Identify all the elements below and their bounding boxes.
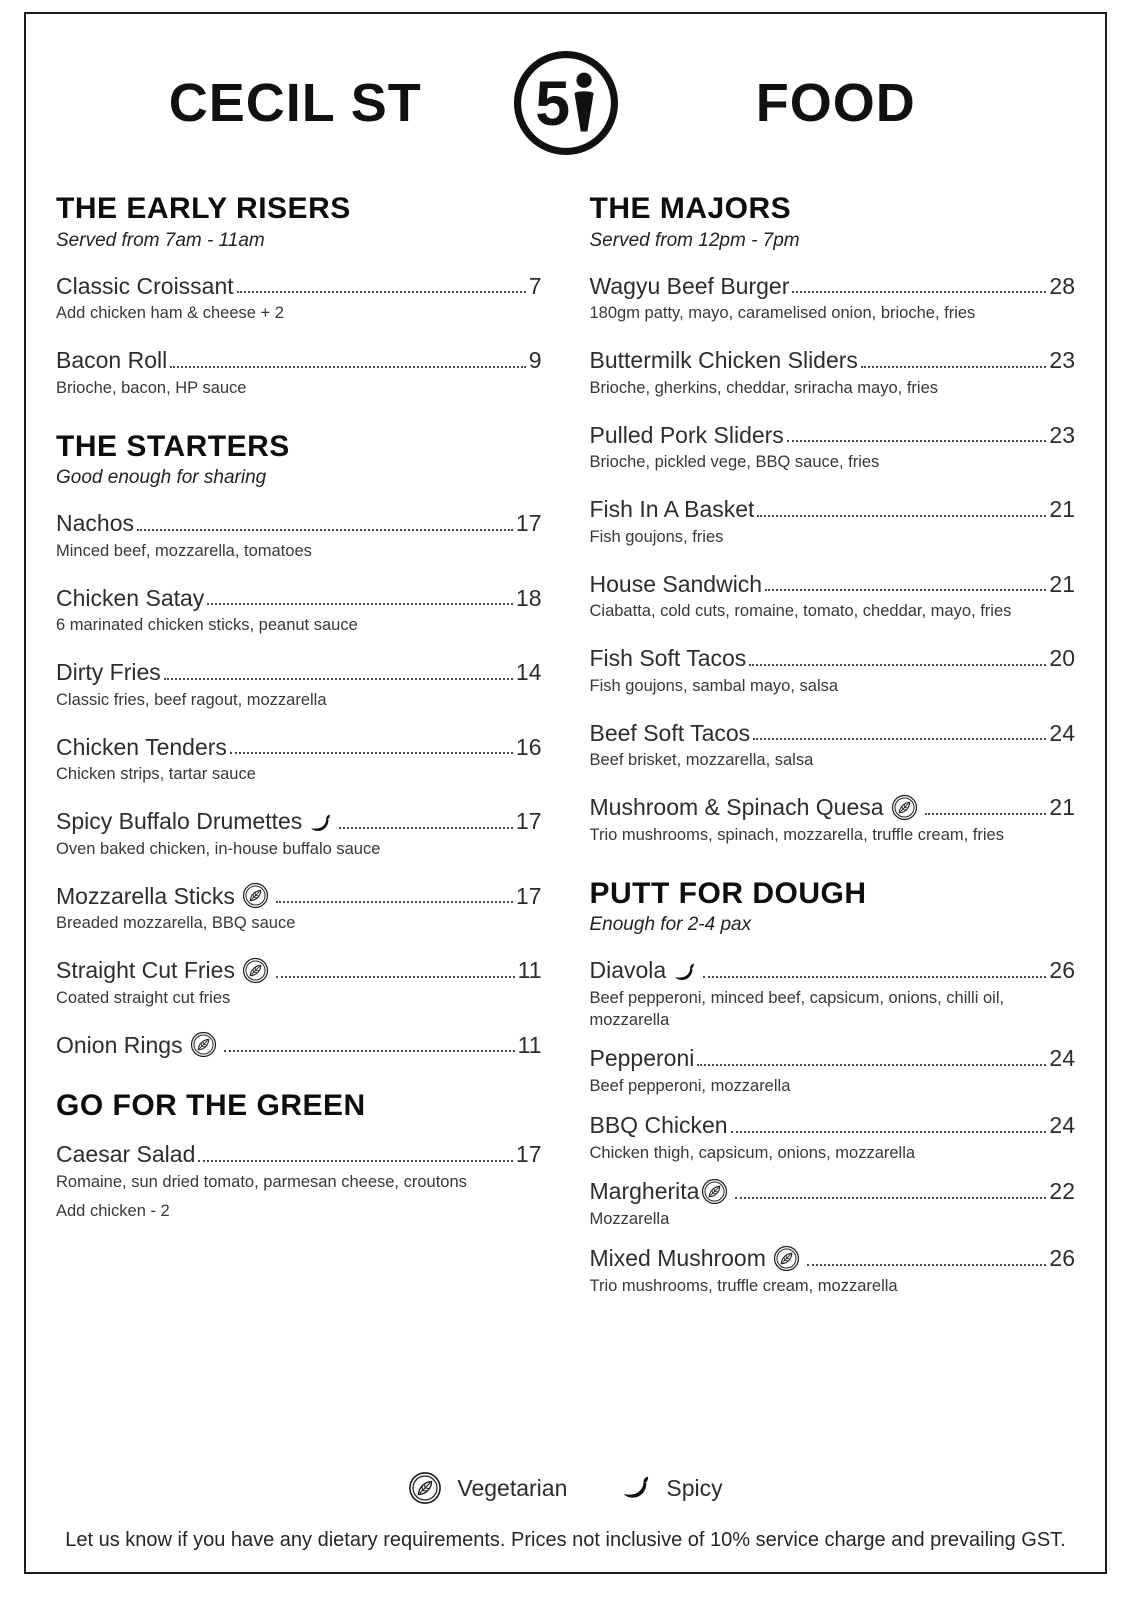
item-price: 21 (1049, 570, 1075, 597)
item-name: Chicken Satay (56, 584, 205, 611)
dot-leader (198, 1160, 513, 1162)
item-price: 9 (528, 347, 542, 374)
item-row (590, 1111, 1076, 1140)
vegetarian-icon (891, 794, 918, 821)
item-description: Trio mushrooms, truffle cream, mozzarella (589, 1276, 898, 1295)
vegetarian-icon (242, 882, 269, 909)
item-description: Brioche, gherkins, cheddar, sriracha mayo, fries (589, 378, 938, 397)
dot-leader (731, 1131, 1047, 1133)
vegetarian-icon (190, 1031, 217, 1058)
item-price: 26 (1049, 957, 1075, 984)
item-row (590, 956, 1076, 985)
item-row (590, 570, 1076, 599)
item-name: Caesar Salad (56, 1140, 196, 1167)
item-price: 17 (515, 882, 542, 909)
legend-spicy-label: Spicy (666, 1474, 723, 1501)
dot-leader (276, 976, 515, 978)
item-row (590, 346, 1076, 375)
item-price: 14 (515, 659, 542, 686)
item-row (590, 495, 1076, 524)
dot-leader (753, 738, 1046, 740)
section-subtitle: Served from 7am - 11am (56, 229, 265, 251)
vegetarian-icon (408, 1471, 442, 1505)
logo-numeral: 5 (534, 68, 570, 139)
dot-leader (137, 529, 513, 531)
item-name: House Sandwich (589, 570, 763, 597)
dot-leader (861, 366, 1046, 368)
item-price: 20 (1049, 645, 1075, 672)
item-description: Trio mushrooms, spinach, mozzarella, truffle cream, fries (589, 825, 1004, 844)
menu-item (56, 272, 542, 326)
footer-note: Let us know if you have any dietary requirements. Prices not inclusive of 10% service charge and prevailing GST. (65, 1529, 1066, 1551)
dot-leader (207, 603, 513, 605)
item-description: Brioche, pickled vege, BBQ sauce, fries (589, 453, 880, 472)
item-name: Margherita (589, 1178, 700, 1205)
item-name: Straight Cut Fries (56, 957, 235, 984)
item-list (56, 509, 542, 1059)
dot-leader (925, 813, 1047, 815)
section-subtitle: Good enough for sharing (56, 467, 267, 489)
item-description: Classic fries, beef ragout, mozzarella (56, 690, 327, 709)
dot-leader (749, 664, 1046, 666)
item-name: Mushroom & Spinach Quesa (589, 794, 884, 821)
vegetarian-icon (242, 957, 269, 984)
menu-item (590, 644, 1076, 698)
item-name: Fish In A Basket (589, 496, 755, 523)
item-name: Nachos (56, 510, 134, 537)
menu-item (590, 421, 1076, 475)
item-price: 28 (1049, 272, 1075, 299)
item-description: Mozzarella (589, 1210, 670, 1229)
menu-item (590, 956, 1076, 1031)
item-row (56, 658, 542, 687)
item-description: Fish goujons, sambal mayo, salsa (589, 676, 839, 695)
section-starters (56, 430, 542, 1060)
legend (54, 1465, 1077, 1529)
section-title: THE MAJORS (589, 192, 792, 225)
dot-leader (703, 976, 1046, 978)
item-price: 17 (515, 1140, 542, 1167)
dot-leader (230, 752, 513, 754)
dot-leader (757, 515, 1046, 517)
item-row (590, 421, 1076, 450)
item-row (56, 584, 542, 613)
menu-item (590, 1177, 1076, 1231)
item-row (56, 1140, 542, 1169)
item-list (56, 272, 542, 400)
item-row (56, 272, 542, 301)
item-price: 23 (1049, 347, 1075, 374)
item-price: 21 (1049, 496, 1075, 523)
menu-columns (54, 192, 1077, 1465)
legend-spicy (621, 1473, 722, 1503)
dot-leader (276, 901, 513, 903)
menu-item (590, 570, 1076, 624)
vegetarian-icon (701, 1178, 728, 1205)
item-list (56, 1140, 542, 1223)
spicy-icon (673, 961, 696, 984)
menu-item (590, 495, 1076, 549)
item-row (56, 882, 542, 911)
item-row (56, 956, 542, 985)
dot-leader (170, 366, 525, 368)
item-description: 180gm patty, mayo, caramelised onion, brioche, fries (589, 304, 976, 323)
item-row (56, 509, 542, 538)
logo (507, 46, 625, 160)
item-price: 24 (1049, 1111, 1075, 1138)
menu-item (56, 584, 542, 638)
item-name: Mixed Mushroom (589, 1244, 766, 1271)
brand-right: FOOD (755, 73, 916, 133)
item-list (590, 272, 1076, 847)
menu-item (590, 719, 1076, 773)
dot-leader (807, 1264, 1047, 1266)
item-row (590, 1177, 1076, 1206)
dot-leader (792, 291, 1046, 293)
item-row (590, 1244, 1076, 1273)
item-price: 11 (517, 957, 542, 984)
menu-item (56, 733, 542, 787)
vegetarian-icon (773, 1245, 800, 1272)
item-row (56, 346, 542, 375)
item-price: 18 (515, 584, 542, 611)
item-description: Brioche, bacon, HP sauce (56, 378, 247, 397)
dot-leader (339, 827, 513, 829)
item-name: Pepperoni (589, 1045, 695, 1072)
item-name: Fish Soft Tacos (589, 645, 747, 672)
item-description: Fish goujons, fries (589, 527, 724, 546)
item-name: Onion Rings (56, 1031, 183, 1058)
item-name: Dirty Fries (56, 659, 161, 686)
item-price: 23 (1049, 421, 1075, 448)
item-name: Diavola (589, 957, 667, 984)
five-iron-logo-icon (509, 46, 623, 160)
item-description: Romaine, sun dried tomato, parmesan cheese, croutons (56, 1172, 467, 1191)
right-column (590, 192, 1076, 1465)
item-price: 21 (1049, 794, 1075, 821)
item-price: 7 (528, 272, 542, 299)
section-go-for-the-green (56, 1089, 542, 1223)
item-price: 22 (1049, 1178, 1075, 1205)
item-price: 17 (515, 510, 542, 537)
menu-item (590, 346, 1076, 400)
section-early-risers (56, 192, 542, 400)
item-name: Beef Soft Tacos (589, 719, 751, 746)
section-title: THE STARTERS (56, 429, 290, 463)
item-price: 11 (517, 1031, 542, 1058)
item-name: BBQ Chicken (589, 1111, 728, 1138)
item-description: Add chicken ham & cheese + 2 (56, 304, 284, 323)
item-description: Ciabatta, cold cuts, romaine, tomato, cheddar, mayo, fries (589, 602, 1012, 621)
dot-leader (787, 440, 1047, 442)
menu-item (590, 1044, 1076, 1098)
menu-item (590, 793, 1076, 847)
item-description: Chicken strips, tartar sauce (56, 765, 256, 784)
section-title: GO FOR THE GREEN (56, 1089, 366, 1123)
dot-leader (164, 678, 513, 680)
left-column (56, 192, 542, 1465)
dot-leader (697, 1064, 1046, 1066)
dot-leader (735, 1197, 1046, 1199)
menu-item (56, 956, 542, 1010)
menu-item (56, 1031, 542, 1060)
item-addon: Add chicken - 2 (56, 1202, 170, 1221)
menu-item (590, 1111, 1076, 1165)
menu-content (26, 14, 1105, 1572)
legend-vegetarian (408, 1471, 567, 1505)
item-description: Beef pepperoni, mozzarella (589, 1077, 791, 1096)
item-description: Coated straight cut fries (56, 988, 231, 1007)
item-description: Beef pepperoni, minced beef, capsicum, onions, chilli oil, mozzarella (589, 988, 1005, 1029)
item-description: Minced beef, mozzarella, tomatoes (56, 541, 312, 560)
section-title: PUTT FOR DOUGH (589, 876, 867, 910)
dot-leader (237, 291, 526, 293)
item-description: Breaded mozzarella, BBQ sauce (56, 914, 296, 933)
item-list (590, 956, 1076, 1297)
item-name: Classic Croissant (56, 272, 234, 299)
item-row (56, 807, 542, 836)
item-price: 16 (515, 733, 542, 760)
item-row (590, 719, 1076, 748)
dot-leader (765, 589, 1046, 591)
section-title: THE EARLY RISERS (56, 192, 351, 225)
item-row (590, 1044, 1076, 1073)
section-subtitle: Served from 12pm - 7pm (589, 229, 800, 251)
item-name: Chicken Tenders (56, 733, 227, 760)
spicy-icon (309, 812, 332, 835)
item-price: 24 (1049, 719, 1075, 746)
legend-vegetarian-label: Vegetarian (457, 1474, 568, 1501)
menu-item (56, 882, 542, 936)
menu-item (590, 272, 1076, 326)
dot-leader (224, 1050, 515, 1052)
spicy-icon (621, 1473, 651, 1503)
item-name: Pulled Pork Sliders (589, 421, 784, 448)
item-price: 26 (1049, 1244, 1075, 1271)
item-description: Oven baked chicken, in-house buffalo sauce (56, 839, 381, 858)
header (84, 46, 1047, 160)
menu-item (56, 658, 542, 712)
section-putt-for-dough (590, 877, 1076, 1298)
section-subtitle: Enough for 2-4 pax (589, 914, 752, 936)
item-name: Buttermilk Chicken Sliders (589, 347, 858, 374)
item-description: 6 marinated chicken sticks, peanut sauce (56, 616, 358, 635)
menu-item (590, 1244, 1076, 1298)
item-name: Spicy Buffalo Drumettes (56, 808, 303, 835)
menu-item (56, 1140, 542, 1223)
item-name: Wagyu Beef Burger (589, 272, 790, 299)
item-row (590, 793, 1076, 822)
brand-left: CECIL ST (168, 73, 422, 133)
item-row (56, 733, 542, 762)
item-description: Chicken thigh, capsicum, onions, mozzarella (589, 1143, 916, 1162)
item-price: 17 (515, 808, 542, 835)
item-row (590, 644, 1076, 673)
item-row (56, 1031, 542, 1060)
menu-item (56, 509, 542, 563)
item-name: Bacon Roll (56, 347, 168, 374)
item-name: Mozzarella Sticks (56, 882, 235, 909)
menu-item (56, 807, 542, 861)
menu-item (56, 346, 542, 400)
item-price: 24 (1049, 1045, 1075, 1072)
item-row (590, 272, 1076, 301)
section-the-majors (590, 192, 1076, 847)
item-description: Beef brisket, mozzarella, salsa (589, 751, 814, 770)
